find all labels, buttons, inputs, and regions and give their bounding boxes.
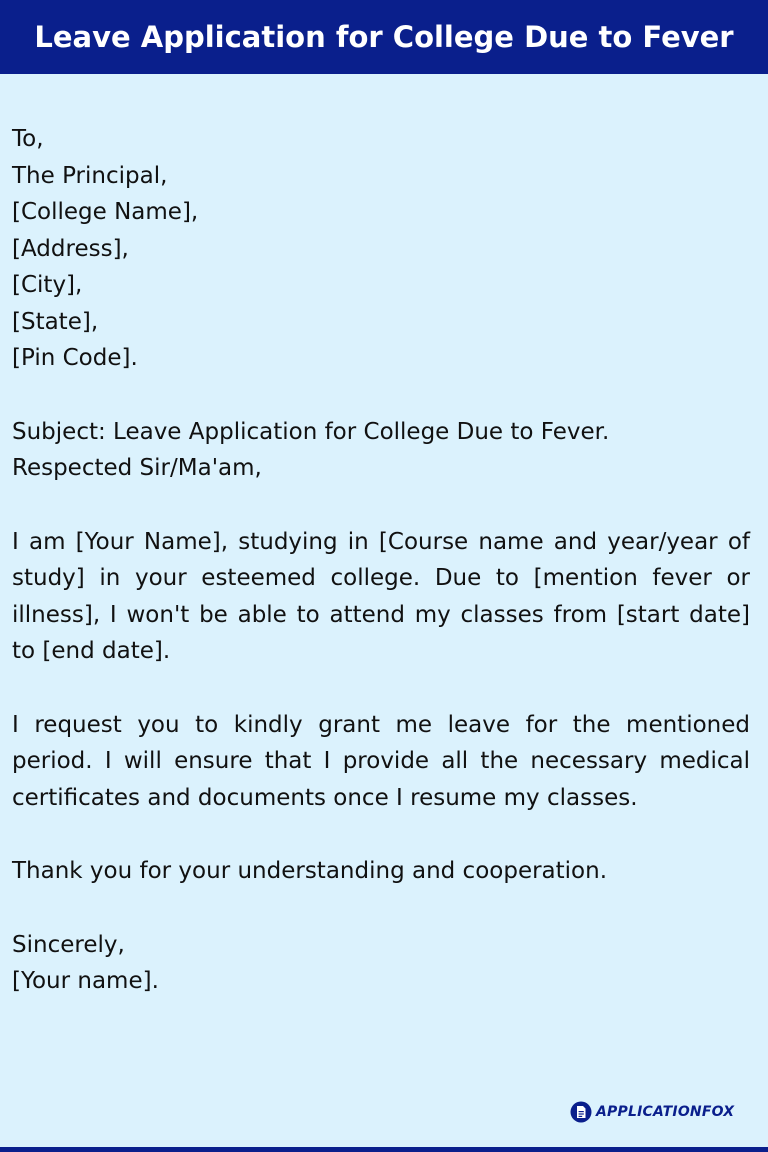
address-line: [Address], — [12, 235, 129, 262]
letter-body — [12, 121, 750, 1000]
document-icon — [570, 1101, 592, 1123]
subject-line: Subject: Leave Application for College Due to Fever. — [12, 418, 610, 445]
address-line: [State], — [12, 308, 99, 335]
signature: [Your name]. — [12, 968, 159, 994]
address-block — [12, 121, 750, 377]
address-line: [College Name], — [12, 199, 199, 225]
salutation: Respected Sir/Ma'am, — [12, 455, 262, 481]
address-line: [City], — [12, 272, 83, 298]
body-paragraph-1: I am [Your Name], studying in [Course name and year/year of study] in your esteemed college. Due to [mention fever or illness], I won't be able to attend my classes from [start date] to [end date]. — [12, 528, 750, 664]
body-paragraph-2: I request you to kindly grant me leave for the mentioned period. I will ensure that I provide all the necessary medical certificates and documents once I resume my classes. — [12, 711, 750, 811]
header-banner — [0, 0, 768, 74]
thanks-line: Thank you for your understanding and cooperation. — [12, 858, 608, 884]
bottom-border — [0, 1147, 768, 1152]
brand-logo — [570, 1101, 734, 1123]
brand-name: APPLICATIONFOX — [596, 1104, 735, 1120]
closing: Sincerely, — [12, 931, 125, 958]
address-line: The Principal, — [12, 162, 168, 189]
page-title: Leave Application for College Due to Fever — [34, 20, 734, 54]
address-line: [Pin Code]. — [12, 345, 138, 371]
address-line: To, — [12, 126, 44, 152]
